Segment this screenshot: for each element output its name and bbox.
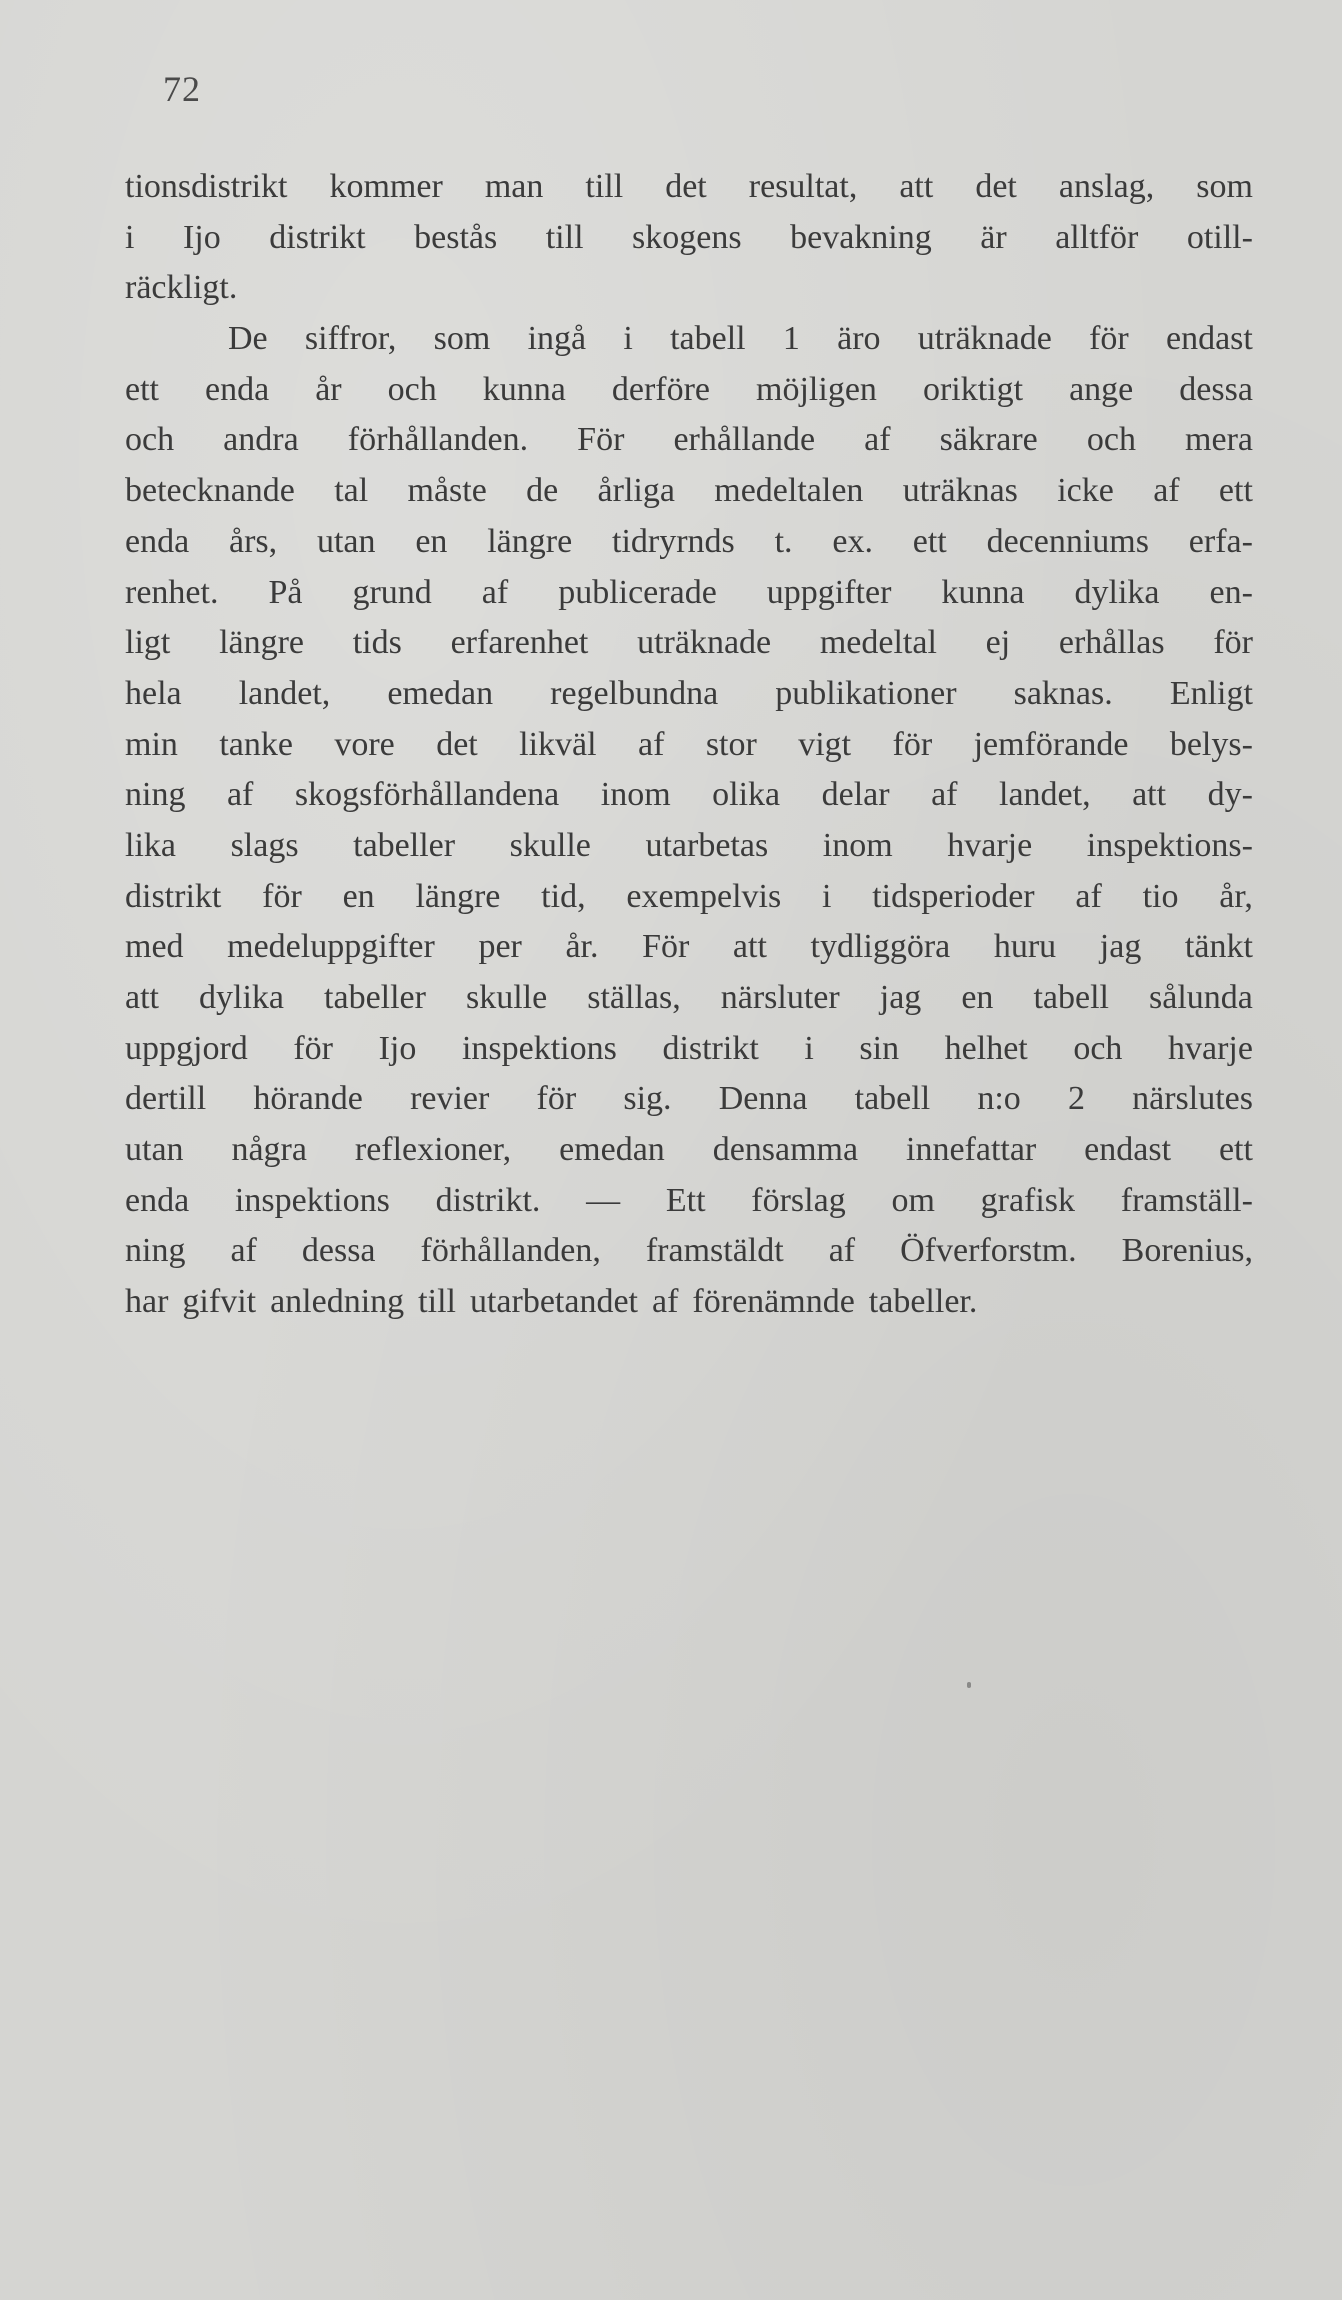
word: Ijo — [378, 1029, 417, 1067]
word: det — [436, 725, 478, 763]
word: ning — [125, 776, 186, 814]
word: tabell — [1033, 979, 1109, 1016]
word: inom — [600, 776, 671, 814]
word: tids — [352, 624, 402, 662]
word: måste — [407, 472, 487, 510]
word: kommer — [329, 168, 443, 205]
word: år. — [565, 928, 599, 966]
word: jemförande — [973, 725, 1129, 763]
word: hela — [125, 674, 182, 712]
word: tal — [334, 472, 369, 510]
word: innefattar — [906, 1131, 1037, 1169]
word: densamma — [712, 1131, 859, 1169]
word: en — [342, 877, 375, 915]
word: Ett — [665, 1181, 706, 1219]
word: tionsdistrikt — [125, 168, 288, 205]
word: uträknade — [917, 320, 1052, 358]
word: inom — [822, 826, 893, 864]
word: tabeller — [324, 979, 426, 1016]
word: otill- — [1186, 218, 1253, 256]
word: af — [931, 776, 958, 814]
paper-speck — [967, 1682, 971, 1688]
word: lika — [125, 826, 176, 864]
word: n:o — [977, 1080, 1021, 1118]
word: ett — [912, 522, 947, 560]
word: till — [585, 168, 624, 205]
word: t. — [774, 522, 793, 560]
word: utarbetandet — [469, 1283, 638, 1321]
word: i — [804, 1029, 814, 1067]
word: närslutes — [1132, 1080, 1253, 1118]
word: af — [864, 421, 891, 459]
word: jag — [1099, 928, 1142, 966]
word: af — [1075, 877, 1102, 915]
word: medeltal — [819, 624, 937, 662]
word: med — [125, 928, 184, 966]
word: 1 — [782, 320, 800, 358]
word: tänkt — [1184, 928, 1253, 966]
body-text — [125, 162, 1253, 1328]
word: kunna — [482, 370, 566, 408]
word: enda — [125, 522, 190, 560]
word: tidryrnds — [612, 522, 735, 560]
word: anledning — [270, 1283, 405, 1321]
word: och — [1073, 1029, 1123, 1067]
word: inspektions- — [1086, 826, 1253, 864]
word: siffror, — [304, 320, 397, 358]
word: dessa — [301, 1232, 376, 1270]
word: säkrare — [939, 421, 1038, 459]
text-line — [125, 872, 1253, 923]
text-line — [125, 1226, 1253, 1277]
word: förenämnde — [692, 1283, 855, 1321]
word: De — [228, 320, 268, 358]
word: För — [577, 421, 625, 459]
word: man — [484, 168, 544, 205]
word: saknas. — [1013, 674, 1113, 712]
text-line — [125, 314, 1253, 365]
word: förhållanden. — [347, 421, 529, 459]
word: derföre — [611, 370, 711, 408]
word: några — [231, 1131, 307, 1169]
word: uppgjord — [125, 1029, 248, 1067]
word: grafisk — [980, 1181, 1076, 1219]
word: revier — [410, 1080, 490, 1118]
word: betecknande — [125, 472, 295, 510]
word: min — [125, 725, 178, 763]
word: om — [891, 1181, 935, 1219]
word: utan — [316, 522, 376, 560]
word: dessa — [1179, 370, 1253, 408]
word: årliga — [597, 472, 675, 510]
word: uträknas — [902, 472, 1018, 510]
word: tabell — [854, 1080, 931, 1118]
word: distrikt — [269, 218, 366, 256]
word: grund — [352, 573, 432, 611]
text-line — [125, 263, 1253, 314]
word: emedan — [559, 1131, 665, 1169]
word: landet, — [999, 776, 1091, 814]
text-line — [125, 720, 1253, 771]
word: för — [1213, 624, 1253, 662]
text-line — [125, 821, 1253, 872]
word: regelbundna — [550, 674, 719, 712]
word: är — [980, 218, 1007, 256]
word: distrikt — [662, 1029, 759, 1067]
word: Öfverforstm. — [900, 1232, 1077, 1270]
word: delar — [821, 776, 890, 814]
word: medeluppgifter — [227, 928, 435, 966]
word: andra — [223, 421, 299, 459]
word: tabeller — [353, 826, 456, 864]
word: det — [665, 168, 707, 205]
text-line — [125, 517, 1253, 568]
word: hvarje — [1167, 1029, 1253, 1067]
word: i — [125, 218, 135, 256]
word: gifvit — [182, 1283, 257, 1321]
word: Borenius, — [1121, 1232, 1253, 1270]
word: resultat, — [748, 168, 858, 205]
word: de — [526, 472, 559, 510]
word: exempelvis — [626, 877, 782, 915]
word: förhållanden, — [420, 1232, 601, 1270]
word: bestås — [414, 218, 498, 256]
word: som — [1196, 168, 1253, 205]
word: likväl — [519, 725, 597, 763]
word: medeltalen — [714, 472, 864, 510]
word: det — [975, 168, 1017, 205]
word: Enligt — [1169, 674, 1253, 712]
text-line — [125, 365, 1253, 416]
word: uppgifter — [766, 573, 892, 611]
word: som — [433, 320, 491, 358]
word: ett — [1218, 472, 1253, 510]
word: längre — [487, 522, 573, 560]
word: utarbetas — [645, 826, 769, 864]
word: möjligen — [756, 370, 877, 408]
word: att — [1132, 776, 1167, 814]
text-line — [125, 770, 1253, 821]
word: ett — [125, 370, 159, 408]
word: renhet. — [125, 573, 219, 611]
word: skogsförhållandena — [294, 776, 560, 814]
word: af — [226, 776, 254, 814]
word: för — [892, 725, 933, 763]
word: framstäldt — [645, 1232, 784, 1270]
text-line — [125, 415, 1253, 466]
word: äro — [837, 320, 881, 358]
word: publicerade — [558, 573, 717, 611]
word: och — [1086, 421, 1136, 459]
word: skogens — [632, 218, 742, 256]
word: år — [315, 370, 342, 408]
text-line — [125, 1176, 1253, 1227]
word: enda — [205, 370, 270, 408]
word: års, — [229, 522, 278, 560]
word: hörande — [253, 1080, 363, 1118]
word: tabeller. — [868, 1283, 978, 1321]
word: en — [961, 979, 994, 1016]
word: för — [536, 1080, 577, 1118]
text-line — [125, 669, 1253, 720]
word: bevakning — [790, 218, 932, 256]
word: erfa- — [1188, 522, 1253, 560]
word: jag — [879, 979, 922, 1016]
word: dy- — [1207, 776, 1253, 814]
word: På — [268, 573, 303, 611]
word: ett — [1218, 1131, 1253, 1169]
word: ex. — [832, 522, 873, 560]
word: distrikt — [125, 877, 222, 915]
word: tid, — [541, 877, 586, 915]
word: af — [1153, 472, 1180, 510]
text-line — [125, 162, 1253, 213]
word: helhet — [944, 1029, 1028, 1067]
word: erhållas — [1058, 624, 1165, 662]
word: vore — [334, 725, 395, 763]
word: enda — [125, 1181, 190, 1219]
word: har — [125, 1283, 169, 1321]
word: en — [415, 522, 448, 560]
word: oriktigt — [922, 370, 1024, 408]
word: för — [1089, 320, 1129, 358]
text-line — [125, 568, 1253, 619]
word: reflexioner, — [354, 1131, 512, 1169]
word: räckligt. — [125, 269, 238, 307]
word: inspektions — [461, 1029, 617, 1067]
word: sig. — [623, 1080, 672, 1118]
word: emedan — [387, 674, 494, 712]
word: Ijo — [182, 218, 221, 256]
word: sålunda — [1149, 979, 1253, 1016]
word: tanke — [219, 725, 293, 763]
word: af — [637, 725, 665, 763]
word: år, — [1219, 877, 1253, 915]
text-line — [125, 213, 1253, 264]
word: mera — [1185, 421, 1253, 459]
word: huru — [993, 928, 1057, 966]
word: endast — [1084, 1131, 1172, 1169]
word: tio — [1142, 877, 1179, 915]
word: distrikt. — [435, 1181, 541, 1219]
word: längre — [415, 877, 501, 915]
word: anslag, — [1058, 168, 1155, 205]
page-number: 72 — [163, 69, 201, 109]
word: sin — [859, 1029, 900, 1067]
word: vigt — [798, 725, 852, 763]
word: icke — [1057, 472, 1114, 510]
word: decenniums — [986, 522, 1149, 560]
word: längre — [219, 624, 305, 662]
word: slags — [230, 826, 299, 864]
word: i — [623, 320, 633, 358]
word: tidsperioder — [872, 877, 1035, 915]
word: en- — [1209, 573, 1253, 611]
word: och — [387, 370, 437, 408]
word: och — [125, 421, 175, 459]
word: ning — [125, 1232, 186, 1270]
word: skulle — [509, 826, 591, 864]
word: dertill — [125, 1080, 207, 1118]
word: publikationer — [775, 674, 957, 712]
word: att — [732, 928, 767, 966]
word: erhållande — [673, 421, 816, 459]
word: ligt — [125, 624, 171, 662]
text-line — [125, 973, 1253, 1024]
word: belys- — [1169, 725, 1253, 763]
word: endast — [1166, 320, 1253, 358]
word: 2 — [1067, 1080, 1085, 1118]
word: att — [125, 979, 159, 1016]
word: per — [478, 928, 522, 966]
word: alltför — [1055, 218, 1139, 256]
word: af — [652, 1283, 679, 1321]
word: ej — [985, 624, 1011, 662]
word: hvarje — [947, 826, 1033, 864]
text-line — [125, 1277, 1253, 1328]
word: stor — [705, 725, 757, 763]
word: framställ- — [1120, 1181, 1253, 1219]
word: utan — [125, 1131, 184, 1169]
word: att — [899, 168, 934, 205]
word: för — [293, 1029, 334, 1067]
word: för — [262, 877, 302, 915]
word: olika — [712, 776, 781, 814]
word: ingå — [527, 320, 587, 358]
word: till — [545, 218, 584, 256]
text-line — [125, 466, 1253, 517]
word: dylika — [199, 979, 284, 1016]
word: förslag — [751, 1181, 846, 1219]
text-line — [125, 1024, 1253, 1075]
text-line — [125, 1125, 1253, 1176]
word: inspektions — [234, 1181, 390, 1219]
word: af — [481, 573, 509, 611]
word: närsluter — [720, 979, 840, 1016]
word: tabell — [670, 320, 746, 358]
text-line — [125, 922, 1253, 973]
word: — — [586, 1181, 621, 1219]
word: kunna — [941, 573, 1025, 611]
word: För — [642, 928, 690, 966]
word: Denna — [718, 1080, 808, 1118]
word: erfarenhet — [450, 624, 589, 662]
word: af — [230, 1232, 257, 1270]
text-line — [125, 1074, 1253, 1125]
word: till — [418, 1283, 456, 1321]
word: af — [828, 1232, 856, 1270]
word: i — [821, 877, 832, 915]
word: tydliggöra — [810, 928, 951, 966]
word: skulle — [466, 979, 548, 1016]
text-line — [125, 618, 1253, 669]
word: dylika — [1074, 573, 1160, 611]
word: ange — [1069, 370, 1134, 408]
word: ställas, — [587, 979, 681, 1016]
word: landet, — [238, 674, 331, 712]
word: uträknade — [637, 624, 772, 662]
